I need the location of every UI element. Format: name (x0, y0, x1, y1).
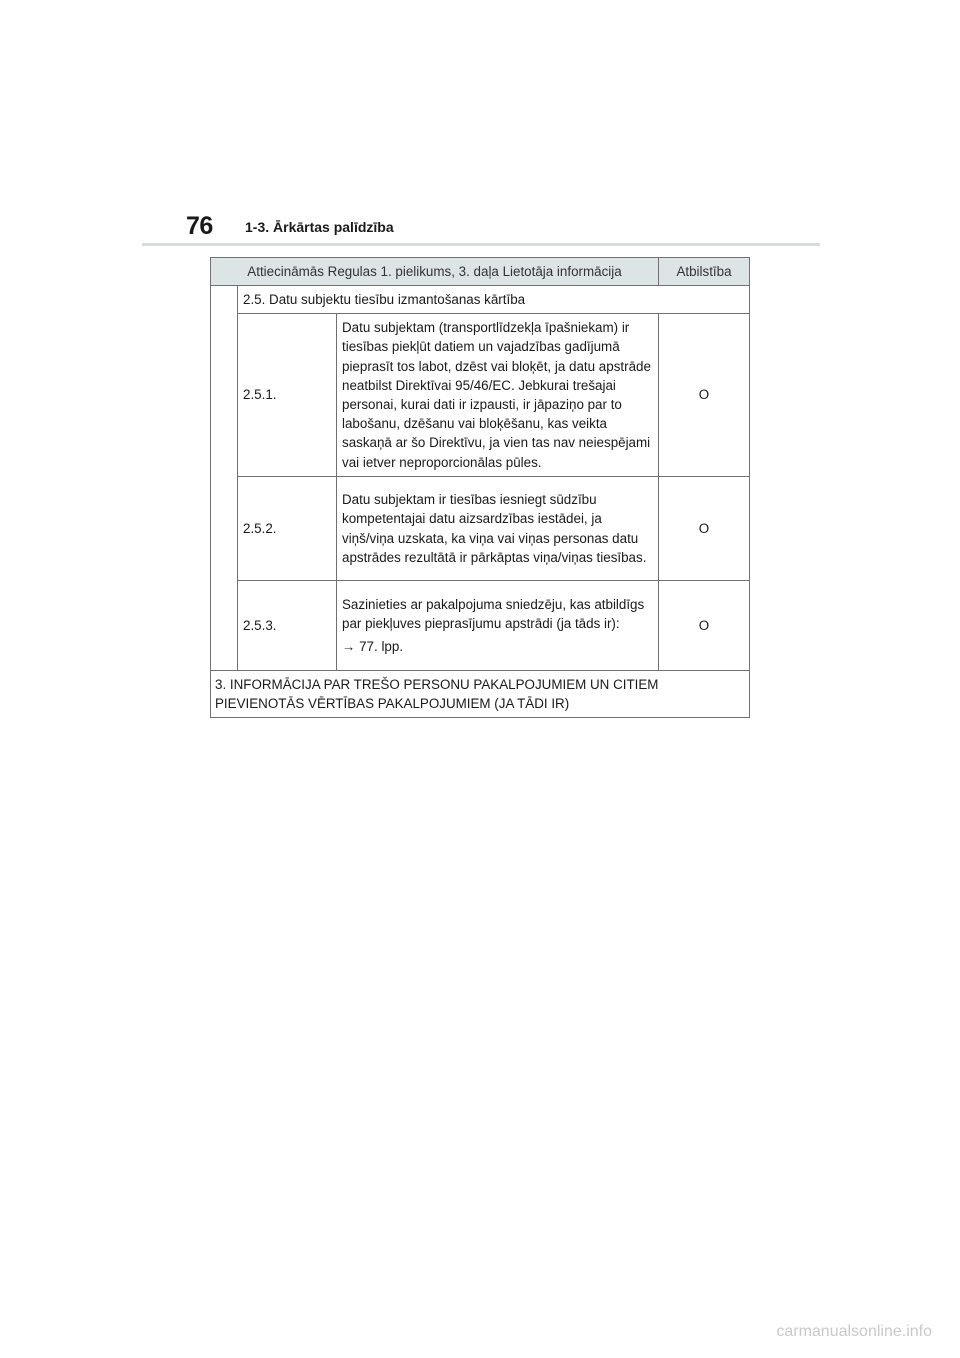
row-compliance: O (659, 314, 750, 477)
table-row (211, 671, 750, 718)
row-description: Datu subjektam ir tiesības iesniegt sūdzību kompetentajai datu aizsardzības iestādei, ja viņš/viņa uzskata, ka viņa vai viņas personas datu apstrādes rezultātā ir pārkāptas viņa/viņas tiesības. (337, 477, 659, 581)
row-compliance: O (659, 581, 750, 671)
page-number: 76 (186, 212, 213, 240)
subsection-title: 2.5. Datu subjektu tiesību izmantošanas kārtība (238, 286, 750, 314)
row-description-text: Sazinieties ar pakalpojuma sniedzēju, kas atbildīgs par piekļuves pieprasījumu apstrādi (ja tāds ir): (342, 596, 645, 631)
header-divider (142, 243, 820, 246)
table-header-row (211, 258, 750, 286)
watermark: carmanualsonline.info (776, 1323, 932, 1340)
user-information-table (210, 257, 750, 718)
indent-cell (211, 286, 238, 671)
row-description: Datu subjektam (transportlīdzekļa īpašniekam) ir tiesības piekļūt datiem un vajadzības gadījumā pieprasīt tos labot, dzēst vai bloķēt, ja datu apstrāde neatbilst Direktīvai 95/46/EC. Jebkurai trešajai personai, kurai dati ir izpausti, ir jāpaziņo par to labošanu, dzēšanu vai bloķēšanu, kas veikta saskaņā ar šo Direktīvu, ja vien tas nav neiespējami vai ietver neproporcionālas pūles. (337, 314, 659, 477)
row-code: 2.5.1. (238, 314, 337, 477)
section-3-heading: 3. INFORMĀCIJA PAR TREŠO PERSONU PAKALPOJUMIEM UN CITIEM PIEVIENOTĀS VĒRTĪBAS PAKALPOJUMIEM (JA TĀDI IR) (211, 671, 750, 718)
page-reference-link[interactable]: → 77. lpp. (342, 639, 404, 655)
row-compliance: O (659, 477, 750, 581)
column-header-compliance: Atbilstība (659, 258, 750, 286)
row-code: 2.5.2. (238, 477, 337, 581)
row-description (337, 581, 659, 671)
table-row (211, 581, 750, 671)
table-row (211, 286, 750, 314)
table-row (211, 477, 750, 581)
section-title: 1-3. Ārkārtas palīdzība (245, 219, 394, 235)
column-header-information: Attiecināmās Regulas 1. pielikums, 3. daļa Lietotāja informācija (211, 258, 659, 286)
row-code: 2.5.3. (238, 581, 337, 671)
table-row (211, 314, 750, 477)
